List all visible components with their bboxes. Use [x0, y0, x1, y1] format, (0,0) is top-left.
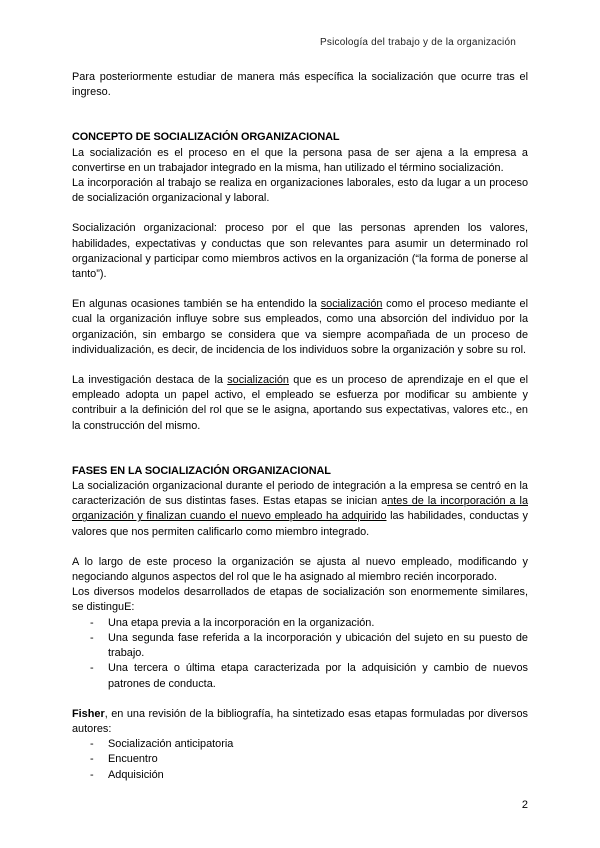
- page-number: 2: [521, 799, 528, 811]
- fases-paragraph-3: Los diversos modelos desarrollados de etapas de socialización son enormemente similares, se distinguE:: [72, 586, 528, 614]
- list-item: - Adquisición: [72, 768, 528, 783]
- concepto-paragraph-4: [72, 297, 528, 358]
- text-run: , en una revisión de la bibliografía, ha sintetizado esas etapas formuladas por diversos autores:: [72, 707, 528, 735]
- text-run: las habilidades, conductas y valores que nos permiten calificarlo como miembro integrado.: [72, 510, 528, 538]
- section-heading-fases: FASES EN LA SOCIALIZACIÓN ORGANIZACIONAL: [72, 464, 331, 477]
- list-item: - Una segunda fase referida a la incorporación y ubicación del sujeto en su puesto de trabajo.: [72, 631, 528, 661]
- fisher-paragraph: [72, 707, 528, 737]
- underlined-term: socialización: [227, 374, 289, 387]
- section-heading-concepto: CONCEPTO DE SOCIALIZACIÓN ORGANIZACIONAL: [72, 131, 340, 144]
- fisher-list: [72, 737, 528, 783]
- concepto-paragraph-1: La socialización es el proceso en el que la persona pasa de ser ajena a la empresa a convertirse en un trabajador integrado en la misma, han utilizado el término socialización.: [72, 146, 528, 174]
- list-item: - Una etapa previa a la incorporación en la organización.: [72, 616, 528, 631]
- underlined-term: socialización: [320, 298, 383, 311]
- underlined-phrase: ntes de la incorporación a la organización y finalizan cuando el nuevo empleado ha adquirido: [72, 495, 528, 523]
- list-item: - Una tercera o última etapa caracterizada por la adquisición y cambio de nuevos patrones de conducta.: [72, 661, 528, 691]
- text-run: En algunas ocasiones también se ha entendido la: [72, 298, 321, 311]
- concepto-paragraph-3: Socialización organizacional: proceso por el que las personas aprenden los valores, habilidades, expectativas y conductas que son relevantes para asumir un determinado rol organizacional y participar como miembros activos en la organización (“la forma de ponerse al tanto”).: [72, 222, 528, 281]
- text-run: como el proceso mediante el cual la organización influye sobre sus empleados, como una absorción del individuo por la organización, sin embargo se considera que va siempre acompañada de un proceso de individualización, es decir, de incidencia de los individuos sobre la organización y sobre su rol.: [72, 298, 528, 356]
- fases-paragraph-2: A lo largo de este proceso la organización se ajusta al nuevo empleado, modificando y negociando algunos aspectos del rol que le ha asignado al miembro recién incorporado.: [72, 555, 528, 584]
- running-header: Psicología del trabajo y de la organización: [320, 37, 516, 48]
- page-content: [72, 70, 528, 783]
- text-run: que es un proceso de aprendizaje en el que el empleado adopta un papel activo, el empleado se esfuerza por modificar su ambiente y contribuir a la definición del rol que se le asigna, aportando sus expectativas, valores etc., en la construcción del mismo.: [72, 374, 528, 432]
- concepto-paragraph-5: [72, 373, 528, 434]
- list-item: - Socialización anticipatoria: [72, 737, 528, 752]
- list-item: - Encuentro: [72, 752, 528, 767]
- intro-paragraph: Para posteriormente estudiar de manera más específica la socialización que ocurre tras el ingreso.: [72, 71, 528, 99]
- concepto-paragraph-2: La incorporación al trabajo se realiza en organizaciones laborales, esto da lugar a un proceso de socialización organizacional y laboral.: [72, 177, 528, 205]
- phases-list: [72, 616, 528, 692]
- author-name: Fisher: [72, 707, 105, 720]
- text-run: La socialización organizacional durante el periodo de integración a la empresa se centró en la caracterización de sus distintas fases. Estas etapas se inician a: [72, 480, 528, 508]
- fases-paragraph-1: [72, 479, 528, 540]
- text-run: La investigación destaca de la: [72, 374, 228, 387]
